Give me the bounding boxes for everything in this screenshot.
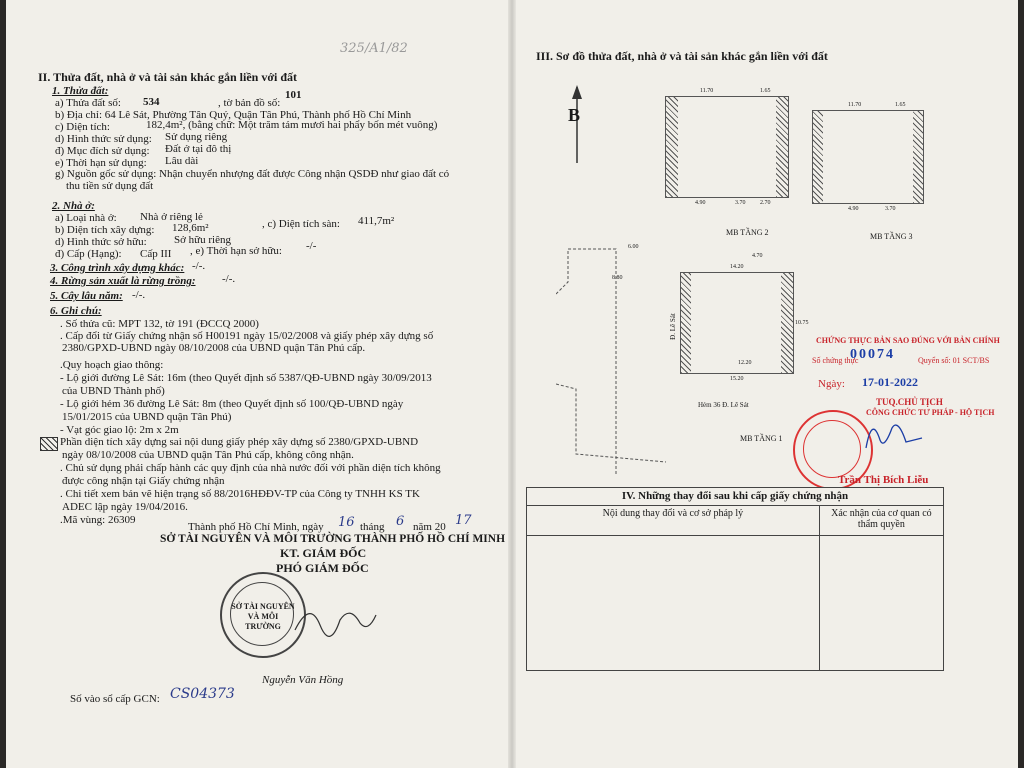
section-iii-title: III. Sơ đồ thửa đất, nhà ở và tài sản khác gắn liền với đất (536, 49, 828, 63)
use-term-label: e) Thời hạn sử dụng: (55, 157, 147, 169)
changes-col-confirm: Xác nhận của cơ quan có thẩm quyền (819, 506, 943, 536)
road-label: Đ. Lê Sát (668, 313, 677, 340)
gcn-number: CS04373 (170, 686, 235, 702)
alley-label: Hẻm 36 Đ. Lê Sát (698, 401, 749, 409)
build-area-value: 128,6m² (172, 222, 209, 234)
house-type-value: Nhà ở riêng lẻ (140, 211, 203, 223)
north-arrow-icon (560, 85, 594, 165)
signer-name: Nguyễn Văn Hồng (262, 674, 344, 686)
seal-text: SỞ TÀI NGUYÊN VÀ MÔI TRƯỜNG (231, 602, 295, 631)
grade-label: đ) Cấp (Hạng): (55, 248, 122, 260)
note-line: . Chủ sử dụng phải chấp hành các quy định của nhà nước đối với phần diện tích không (60, 462, 441, 474)
area-value: 182,4m², (bằng chữ: Một trăm tám mươi hai phẩy bốn mét vuông) (146, 119, 438, 131)
note-line: ngày 08/10/2008 của UBND quận Tân Phú cấp, không công nhận. (62, 449, 354, 461)
date-year-label: năm 20 (413, 521, 446, 533)
use-term-value: Lâu dài (165, 155, 199, 167)
house-type-label: a) Loại nhà ở: (55, 212, 117, 224)
own-term-label: , e) Thời hạn sở hữu: (190, 245, 282, 257)
dim-label: 15.20 (730, 376, 744, 382)
note-line: . Chi tiết xem bản vẽ hiện trạng số 88/2016HĐĐV-TP của Công ty TNHH KS TK (60, 488, 420, 500)
forest-value: -/-. (222, 273, 236, 285)
map-sheet-number: 101 (285, 89, 302, 101)
hatch-legend-icon (40, 437, 58, 451)
dim-label: 6.00 (628, 244, 639, 250)
judicial-officer: CÔNG CHỨC TƯ PHÁP - HỘ TỊCH (866, 408, 995, 417)
deputy-director: PHÓ GIÁM ĐỐC (276, 561, 369, 575)
tuq-chairman: TUQ.CHỦ TỊCH (876, 397, 943, 407)
officer-signature (862, 410, 932, 455)
changes-empty-cell (819, 536, 943, 671)
forest-heading: 4. Rừng sản xuất là rừng trồng: (50, 275, 196, 287)
perennial-heading: 5. Cây lâu năm: (50, 290, 123, 302)
floor-area-label: , c) Diện tích sàn: (262, 218, 340, 230)
use-form-value: Sử dụng riêng (165, 131, 228, 143)
certify-date: 17-01-2022 (862, 375, 918, 389)
date-day: 16 (338, 515, 355, 530)
changes-empty-cell (527, 536, 820, 671)
director-signature (290, 595, 380, 640)
dim-label: 8.80 (612, 275, 623, 281)
dim-label: 14.20 (730, 264, 744, 270)
origin-line1: g) Nguồn gốc sử dụng: Nhận chuyển nhượng đất được Công nhận QSDĐ như giao đất có (55, 168, 450, 180)
note-line: 15/01/2015 của UBND quận Tân Phú) (62, 411, 232, 423)
date-month: 6 (396, 514, 405, 529)
changes-title: IV. Những thay đổi sau khi cấp giấy chứng nhận (527, 488, 944, 506)
note-line: ADEC lập ngày 19/04/2016. (62, 501, 188, 513)
note-line: .Mã vùng: 26309 (60, 514, 136, 526)
dim-label: 1.65 (760, 88, 771, 94)
dim-label: 4.90 (848, 206, 859, 212)
perennial-value: -/-. (132, 289, 146, 301)
date-month-label: tháng (360, 521, 385, 533)
dim-label: 4.90 (695, 200, 706, 206)
address: b) Địa chỉ: 64 Lê Sát, Phường Tân Quý, Quận Tân Phú, Thành phố Hồ Chí Minh (55, 109, 412, 121)
floor3-label: MB TẦNG 3 (870, 232, 913, 241)
other-works-value: -/-. (192, 260, 206, 272)
use-form-label: d) Hình thức sử dụng: (55, 133, 152, 145)
own-term-value: -/- (306, 240, 317, 252)
note-line: - Lộ giới hẻm 36 đường Lê Sát: 8m (theo Quyết định số 100/QĐ-UBND ngày (60, 398, 404, 410)
dim-label: 11.70 (700, 88, 714, 94)
build-area-label: b) Diện tích xây dựng: (55, 224, 155, 236)
changes-col-content: Nội dung thay đổi và cơ sở pháp lý (527, 506, 820, 536)
dim-label: 1.65 (895, 102, 906, 108)
notes-heading: 6. Ghi chú: (50, 305, 102, 317)
origin-line2: thu tiền sử dụng đất (66, 180, 154, 192)
certify-date-label: Ngày: (818, 378, 845, 390)
note-line: - Vạt góc giao lộ: 2m x 2m (60, 424, 179, 436)
note-line: của UBND Thành phố) (62, 385, 165, 397)
ownership-value: Sở hữu riêng (174, 234, 231, 246)
land-heading: 1. Thửa đất: (52, 85, 109, 97)
dim-label: 3.70 (735, 200, 746, 206)
floor2-label: MB TẦNG 2 (726, 228, 769, 237)
floor2-plan (665, 96, 789, 198)
floor1-label: MB TẦNG 1 (740, 434, 783, 443)
note-line: .Quy hoạch giao thông: (60, 359, 164, 371)
certify-title: CHỨNG THỰC BẢN SAO ĐÚNG VỚI BẢN CHÍNH (816, 336, 1000, 345)
note-line: được công nhận tại Giấy chứng nhận (62, 475, 225, 487)
note-line: . Cấp đổi từ Giấy chứng nhận số H00191 ngày 15/02/2008 và giấy phép xây dựng số (60, 330, 434, 342)
ownership-label: d) Hình thức sở hữu: (55, 236, 147, 248)
section-ii-title: II. Thửa đất, nhà ở và tài sản khác gắn liền với đất (38, 70, 298, 84)
other-works-heading: 3. Công trình xây dựng khác: (50, 262, 185, 274)
authority-name: SỞ TÀI NGUYÊN VÀ MÔI TRƯỜNG THÀNH PHỐ HỒ CHÍ MINH (160, 533, 506, 545)
note-line: . Số thửa cũ: MPT 132, tờ 191 (ĐCCQ 2000) (60, 318, 259, 330)
note-line: Phần diện tích xây dựng sai nội dung giấy phép xây dựng số 2380/GPXD-UBND (60, 436, 419, 448)
dim-label: 10.75 (795, 320, 809, 326)
certify-book: Quyển số: 01 SCT/BS (918, 356, 990, 365)
area-label: c) Diện tích: (55, 121, 110, 133)
dim-label: 4.70 (752, 253, 763, 259)
floor1-plan (680, 272, 794, 374)
certify-number: 00074 (850, 347, 895, 362)
dim-label: 12.20 (738, 360, 752, 366)
dim-label: 2.70 (760, 200, 771, 206)
gcn-label: Số vào sổ cấp GCN: (70, 693, 160, 705)
dim-label: 3.70 (885, 206, 896, 212)
parcel-number: 534 (143, 96, 160, 108)
page-fold (508, 0, 516, 768)
date-year: 17 (455, 513, 472, 528)
note-line: 2380/GPXD-UBND ngày 08/10/2008 của UBND quận Tân Phú cấp. (62, 342, 366, 354)
kt-director: KT. GIÁM ĐỐC (280, 546, 367, 560)
note-line: - Lộ giới đường Lê Sát: 16m (theo Quyết định số 5387/QĐ-UBND ngày 30/09/2013 (60, 372, 432, 384)
use-purpose-value: Đất ở tại đô thị (165, 143, 232, 155)
dim-label: 11.70 (848, 102, 862, 108)
changes-table (526, 487, 944, 671)
map-sheet-label: , tờ bản đồ số: (218, 97, 281, 109)
north-label: B (568, 105, 581, 125)
officer-name: Trần Thị Bích Liễu (838, 474, 929, 486)
use-purpose-label: đ) Mục đích sử dụng: (55, 145, 150, 157)
certify-number-label: Số chứng thực (812, 356, 859, 365)
floor3-plan (812, 110, 924, 204)
grade-value: Cấp III (140, 248, 172, 260)
floor-area-value: 411,7m² (358, 215, 395, 227)
pencil-note: 325/A1/82 (340, 41, 408, 56)
house-heading: 2. Nhà ở: (52, 200, 95, 212)
parcel-label: a) Thửa đất số: (55, 97, 121, 109)
date-prefix: Thành phố Hồ Chí Minh, ngày (188, 521, 324, 533)
